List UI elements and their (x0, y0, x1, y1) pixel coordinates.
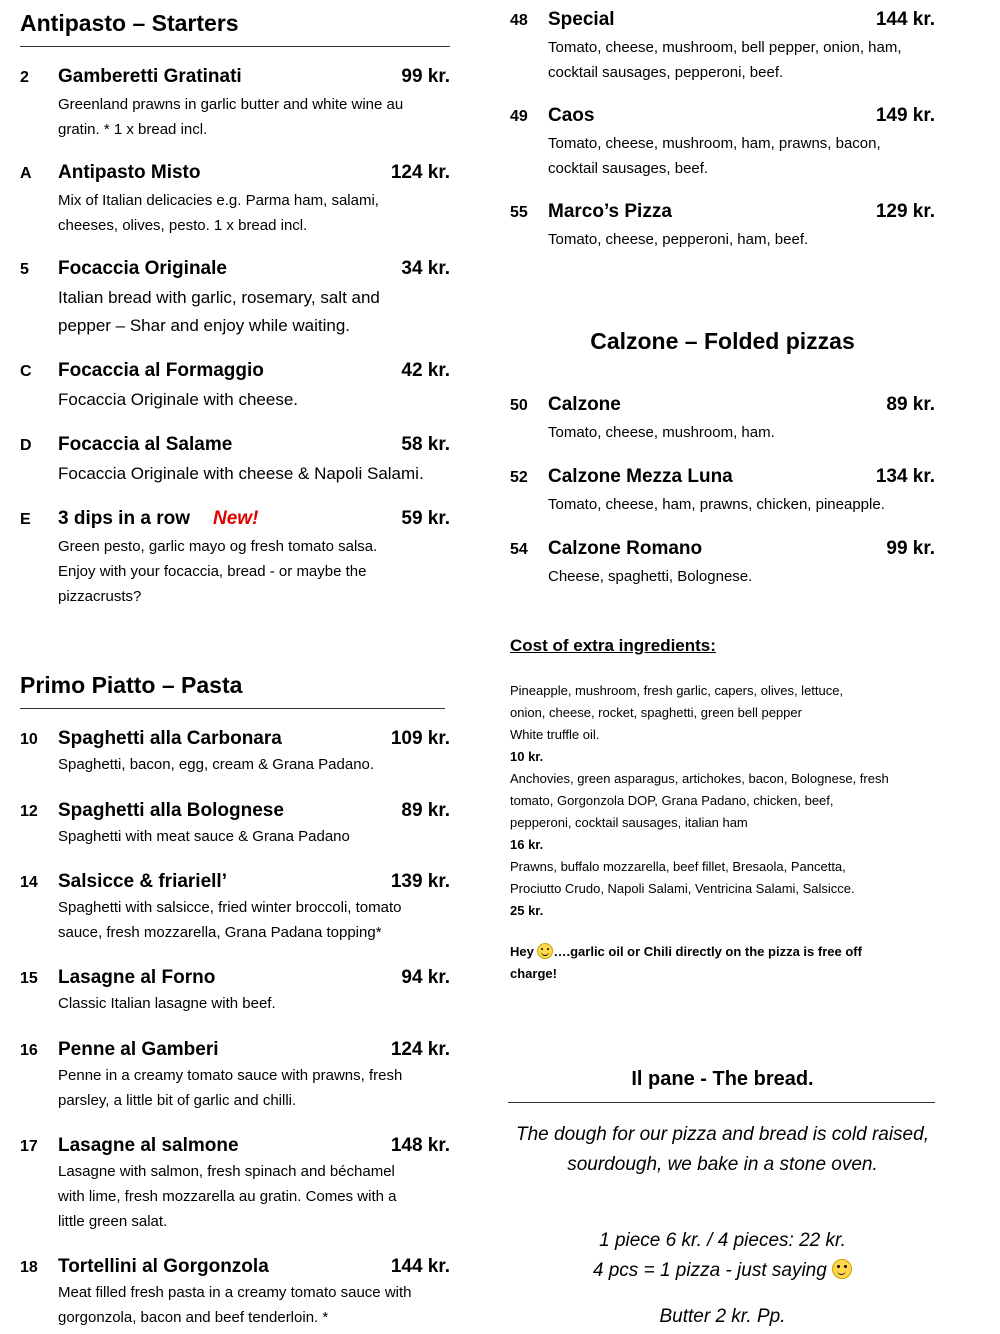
new-badge: New! (213, 508, 259, 529)
extras-line: Anchovies, green asparagus, artichokes, bacon, Bolognese, fresh (510, 771, 889, 786)
description-line: parsley, a little bit of garlic and chilli. (58, 1092, 297, 1109)
item-price: 149 kr. (875, 105, 935, 126)
bread-butter (510, 1302, 935, 1332)
item-number: D (20, 437, 32, 454)
description-line: Focaccia Originale with cheese. (58, 390, 299, 409)
item-description (58, 752, 374, 777)
pasta-title: Primo Piatto – Pasta (20, 672, 243, 698)
extras-note-text: ….garlic oil or Chili directly on the pizza is free off (553, 944, 862, 959)
item-name: Focaccia Originale (58, 258, 227, 279)
extras-line: Pineapple, mushroom, fresh garlic, capers, olives, lettuce, (510, 683, 844, 698)
bread-description (510, 1120, 935, 1180)
bread-line-5: Butter 2 kr. Pp. (659, 1306, 786, 1327)
item-number: 2 (20, 69, 29, 86)
extras-note-line2: charge! (510, 966, 557, 981)
bread-line-3: 1 piece 6 kr. / 4 pieces: 22 kr. (599, 1230, 846, 1251)
item-description (58, 188, 379, 238)
item-price: 144 kr. (390, 1256, 450, 1277)
item-name: 3 dips in a row (58, 508, 190, 529)
description-line: cocktail sausages, beef. (548, 160, 709, 177)
item-description (58, 895, 401, 945)
item-price: 99 kr. (886, 538, 935, 559)
item-name: Spaghetti alla Carbonara (58, 728, 282, 749)
description-line: gratin. * 1 x bread incl. (58, 121, 208, 138)
item-description (58, 92, 403, 142)
item-price: 148 kr. (390, 1135, 450, 1156)
bread-line-2: sourdough, we bake in a stone oven. (567, 1154, 878, 1175)
description-line: Spaghetti with salsicce, fried winter broccoli, tomato (58, 899, 402, 916)
description-line: Spaghetti, bacon, egg, cream & Grana Padano. (58, 756, 375, 773)
description-line: Focaccia Originale with cheese & Napoli Salami. (58, 464, 424, 483)
description-line: Mix of Italian delicacies e.g. Parma ham, salami, (58, 192, 379, 209)
item-name: Marco’s Pizza (548, 201, 672, 222)
description-line: cocktail sausages, pepperoni, beef. (548, 64, 784, 81)
item-number: 15 (20, 970, 38, 987)
extras-line: Prociutto Crudo, Napoli Salami, Ventricina Salami, Salsicce. (510, 881, 855, 896)
item-name: Special (548, 9, 615, 30)
description-line: Penne in a creamy tomato sauce with prawns, fresh (58, 1067, 403, 1084)
item-number: 12 (20, 803, 38, 820)
smiley-emoji-icon (537, 943, 553, 959)
item-number: 5 (20, 261, 29, 278)
item-description (548, 420, 775, 445)
description-line: pizzacrusts? (58, 588, 142, 605)
bread-line-1: The dough for our pizza and bread is cold raised, (516, 1124, 929, 1145)
item-number: 18 (20, 1259, 38, 1276)
bread-prices (510, 1226, 935, 1286)
item-price: 94 kr. (401, 967, 450, 988)
item-number: 50 (510, 397, 528, 414)
description-line: Tomato, cheese, mushroom, ham. (548, 424, 775, 441)
extras-price: 10 kr. (510, 749, 544, 764)
item-price: 59 kr. (401, 508, 450, 529)
item-price: 134 kr. (875, 466, 935, 487)
item-name: Calzone Mezza Luna (548, 466, 733, 487)
description-line: Lasagne with salmon, fresh spinach and béchamel (58, 1163, 395, 1180)
description-line: Tomato, cheese, ham, prawns, chicken, pineapple. (548, 496, 885, 513)
description-line: Italian bread with garlic, rosemary, salt and (58, 288, 380, 307)
item-name: Spaghetti alla Bolognese (58, 800, 284, 821)
item-number: 48 (510, 12, 528, 29)
bread-line-4-wrap (510, 1256, 935, 1286)
item-description (58, 386, 298, 414)
item-description (548, 131, 881, 181)
item-number: 54 (510, 541, 528, 558)
item-price: 99 kr. (401, 66, 450, 87)
item-description (58, 1280, 412, 1330)
item-number: 16 (20, 1042, 38, 1059)
description-line: little green salat. (58, 1213, 168, 1230)
bread-line-4: 4 pcs = 1 pizza - just saying (592, 1260, 827, 1281)
item-name: Calzone Romano (548, 538, 703, 559)
item-number: 49 (510, 108, 528, 125)
extras-note-hey: Hey (510, 944, 534, 959)
extras-price: 16 kr. (510, 837, 544, 852)
item-number: 55 (510, 204, 528, 221)
item-description (58, 991, 276, 1016)
description-line: cheeses, olives, pesto. 1 x bread incl. (58, 217, 308, 234)
pasta-divider (20, 708, 445, 709)
item-price: 124 kr. (390, 1039, 450, 1060)
bread-divider (508, 1102, 935, 1103)
item-name: Focaccia al Formaggio (58, 360, 264, 381)
item-number: C (20, 363, 32, 380)
description-line: Classic Italian lasagne with beef. (58, 995, 276, 1012)
description-line: Meat filled fresh pasta in a creamy tomato sauce with (58, 1284, 412, 1301)
item-name: Salsicce & friariell’ (58, 871, 227, 892)
item-name: Calzone (548, 394, 621, 415)
item-price: 58 kr. (401, 434, 450, 455)
description-line: pepper – Shar and enjoy while waiting. (58, 316, 351, 335)
item-description (58, 1063, 402, 1113)
item-price: 144 kr. (875, 9, 935, 30)
item-number: E (20, 511, 31, 528)
item-name: Lasagne al salmone (58, 1135, 239, 1156)
item-description (548, 492, 885, 517)
smiley-emoji-icon (832, 1259, 852, 1279)
item-number: 52 (510, 469, 528, 486)
description-line: Spaghetti with meat sauce & Grana Padano (58, 828, 350, 845)
extras-line: tomato, Gorgonzola DOP, Grana Padano, chicken, beef, (510, 793, 834, 808)
item-price: 42 kr. (401, 360, 450, 381)
item-description (58, 460, 424, 488)
item-price: 139 kr. (390, 871, 450, 892)
extras-line: White truffle oil. (510, 727, 600, 742)
item-description (548, 227, 808, 252)
description-line: Green pesto, garlic mayo og fresh tomato salsa. (58, 538, 378, 555)
item-name: Tortellini al Gorgonzola (58, 1256, 269, 1277)
starters-divider (20, 46, 450, 47)
extras-line: Prawns, buffalo mozzarella, beef fillet, Bresaola, Pancetta, (510, 859, 846, 874)
item-price: 34 kr. (401, 258, 450, 279)
item-number: A (20, 165, 32, 182)
item-price: 89 kr. (886, 394, 935, 415)
item-description (58, 824, 350, 849)
description-line: Greenland prawns in garlic butter and white wine au (58, 96, 404, 113)
item-number: 14 (20, 874, 38, 891)
item-name: Gamberetti Gratinati (58, 66, 242, 87)
description-line: gorgonzola, bacon and beef tenderloin. * (58, 1309, 329, 1326)
item-price: 124 kr. (390, 162, 450, 183)
item-description (548, 35, 902, 85)
item-description (58, 1159, 396, 1234)
extras-title: Cost of extra ingredients: (510, 636, 716, 655)
description-line: Enjoy with your focaccia, bread - or maybe the (58, 563, 367, 580)
item-number: 17 (20, 1138, 38, 1155)
description-line: sauce, fresh mozzarella, Grana Padana topping* (58, 924, 382, 941)
starters-title: Antipasto – Starters (20, 10, 239, 36)
calzone-title: Calzone – Folded pizzas (590, 328, 855, 354)
description-line: Tomato, cheese, mushroom, ham, prawns, bacon, (548, 135, 881, 152)
item-number: 10 (20, 731, 38, 748)
extras-line: onion, cheese, rocket, spaghetti, green bell pepper (510, 705, 802, 720)
extras-note (510, 941, 940, 985)
item-name: Focaccia al Salame (58, 434, 233, 455)
bread-title: Il pane - The bread. (631, 1068, 814, 1090)
item-name: Caos (548, 105, 595, 126)
description-line: Cheese, spaghetti, Bolognese. (548, 568, 753, 585)
description-line: Tomato, cheese, pepperoni, ham, beef. (548, 231, 809, 248)
item-price: 129 kr. (875, 201, 935, 222)
item-description (58, 284, 380, 340)
extras-list (510, 680, 940, 922)
item-price: 109 kr. (390, 728, 450, 749)
item-name: Penne al Gamberi (58, 1039, 219, 1060)
description-line: Tomato, cheese, mushroom, bell pepper, onion, ham, (548, 39, 902, 56)
extras-price: 25 kr. (510, 903, 544, 918)
description-line: with lime, fresh mozzarella au gratin. Comes with a (58, 1188, 397, 1205)
item-price: 89 kr. (401, 800, 450, 821)
item-name: Antipasto Misto (58, 162, 201, 183)
extras-line: pepperoni, cocktail sausages, italian ham (510, 815, 748, 830)
item-description (58, 534, 377, 609)
item-name: Lasagne al Forno (58, 967, 216, 988)
item-description (548, 564, 752, 589)
